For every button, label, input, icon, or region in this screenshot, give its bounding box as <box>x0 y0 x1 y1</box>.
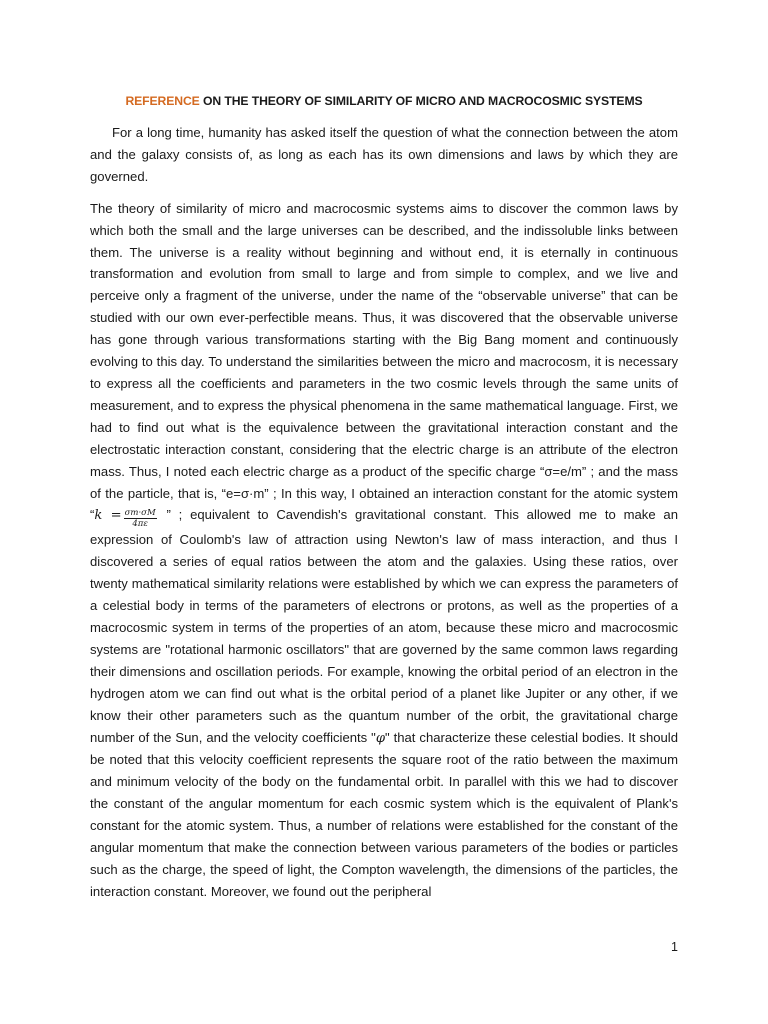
fraction-denominator: 4πε <box>132 519 148 530</box>
body-text-part1: The theory of similarity of micro and macrocosmic systems aims to discover the common laws by which both the small and the large universes can be described, and the indissoluble links between them. The universe is a reality without beginning and without end, it is eternally in continuous transformation and evolution from small to large and from simple to complex, and we live and perceive only a fragment of the universe, under the name of the “observable universe” that can be studied with our own ever-perfectible means. Thus, it was discovered that the observable universe has gone through various transformations starting with the Big Bang moment and continuously evolving to this day. To understand the similarities between the micro and macrocosm, it is necessary to express all the coefficients and parameters in the two cosmic levels through the same units of measurement, and to express the physical phenomena in the same mathematical language. First, we had to find out what is the equivalence between the gravitational interaction constant and the electrostatic interaction constant, considering that the electric charge is an attribute of the electron mass. Thus, I noted each electric charge as a product of the specific charge “σ=e/m” ; and the mass of the particle, that is, “e=σ·m” ; In this way, I obtained an interaction constant for the atomic system “ <box>90 200 678 523</box>
page-number: 1 <box>671 940 678 954</box>
interaction-constant-fraction <box>124 508 157 529</box>
body-text-part2: ” ; equivalent to Cavendish's gravitational constant. This allowed me to make an expression of Coulomb's law of attraction using Newton's law of mass interaction, and thus I discovered a series of equal ratios between the atom and the galaxies. Using these ratios, over twenty mathematical similarity relations were established by which we can express the parameters of a celestial body in terms of the parameters of electrons or protons, as well as the properties of a macrocosmic system in terms of the properties of an atom, because these micro and macrocosmic systems are "rotational harmonic oscillators" that are governed by the same common laws regarding their dimensions and oscillation periods. For example, knowing the orbital period of an electron in the hydrogen atom we can find out what is the orbital period of a planet like Jupiter or any other, if we know their other parameters such as the quantum number of the orbit, the gravitational charge number of the Sun, and the velocity coefficients " <box>90 507 678 745</box>
title-accent-word: REFERENCE <box>125 94 200 108</box>
velocity-coefficient-symbol: φ <box>375 730 385 746</box>
intro-paragraph: For a long time, humanity has asked itself the question of what the connection between the atom and the galaxy consists of, as long as each has its own dimensions and laws by which they are governed. <box>90 125 678 184</box>
fraction-numerator: σm·σM <box>124 508 156 519</box>
formula-lhs: k = <box>94 508 122 524</box>
document-title <box>90 94 678 108</box>
body-paragraph <box>90 198 678 903</box>
title-text: ON THE THEORY OF SIMILARITY OF MICRO AND MACROCOSMIC SYSTEMS <box>199 94 643 108</box>
body-text-part3: " that characterize these celestial bodies. It should be noted that this velocity coefficient represents the square root of the ratio between the maximum and minimum velocity of the body on the fundamental orbit. In parallel with this we had to discover the constant of the angular momentum for each cosmic system which is the equivalent of Plank's constant for the atomic system. Thus, a number of relations were established for the constant of the angular momentum that make the connection between various parameters of the bodies or particles such as the charge, the speed of light, the Compton wavelength, the dimensions of the particles, the interaction constant. Moreover, we found out the peripheral <box>90 729 678 899</box>
document-page <box>90 94 678 913</box>
